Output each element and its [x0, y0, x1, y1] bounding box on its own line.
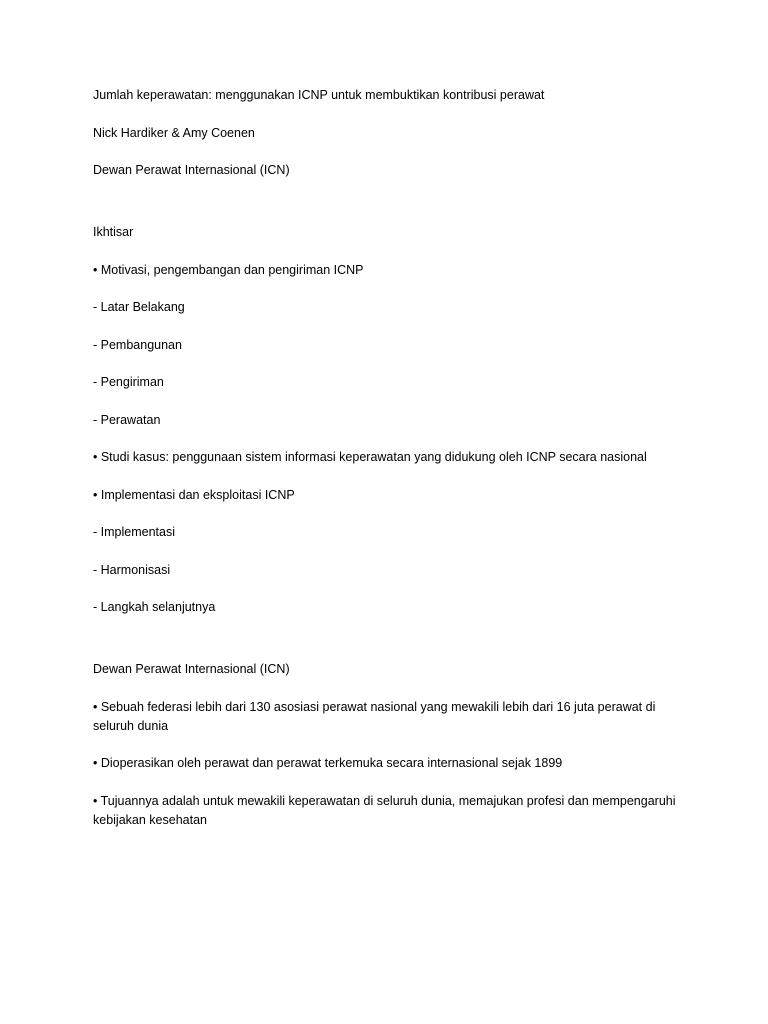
overview-item: • Motivasi, pengembangan dan pengiriman ICNP [93, 263, 364, 277]
overview-item: - Harmonisasi [93, 563, 171, 577]
overview-item: - Latar Belakang [93, 300, 185, 314]
document-title: Jumlah keperawatan: menggunakan ICNP untuk membuktikan kontribusi perawat [93, 88, 545, 102]
overview-heading: Ikhtisar [93, 225, 134, 239]
overview-item: - Implementasi [93, 525, 175, 539]
overview-item: - Perawatan [93, 413, 161, 427]
document-authors: Nick Hardiker & Amy Coenen [93, 126, 255, 140]
overview-item: - Pembangunan [93, 338, 182, 352]
icn-section-item: • Dioperasikan oleh perawat dan perawat terkemuka secara internasional sejak 1899 [93, 756, 563, 770]
icn-section-heading: Dewan Perawat Internasional (ICN) [93, 662, 290, 676]
overview-item: • Implementasi dan eksploitasi ICNP [93, 488, 295, 502]
icn-section-item: • Sebuah federasi lebih dari 130 asosiasi perawat nasional yang mewakili lebih dari 16 juta perawat di seluruh dunia [93, 700, 656, 733]
overview-item: • Studi kasus: penggunaan sistem informasi keperawatan yang didukung oleh ICNP secara nasional [93, 450, 647, 464]
overview-item: - Pengiriman [93, 375, 164, 389]
overview-item: - Langkah selanjutnya [93, 600, 216, 614]
icn-section-item: • Tujuannya adalah untuk mewakili keperawatan di seluruh dunia, memajukan profesi dan mempengaruhi kebijakan kesehatan [93, 794, 676, 827]
document-organization: Dewan Perawat Internasional (ICN) [93, 163, 290, 177]
